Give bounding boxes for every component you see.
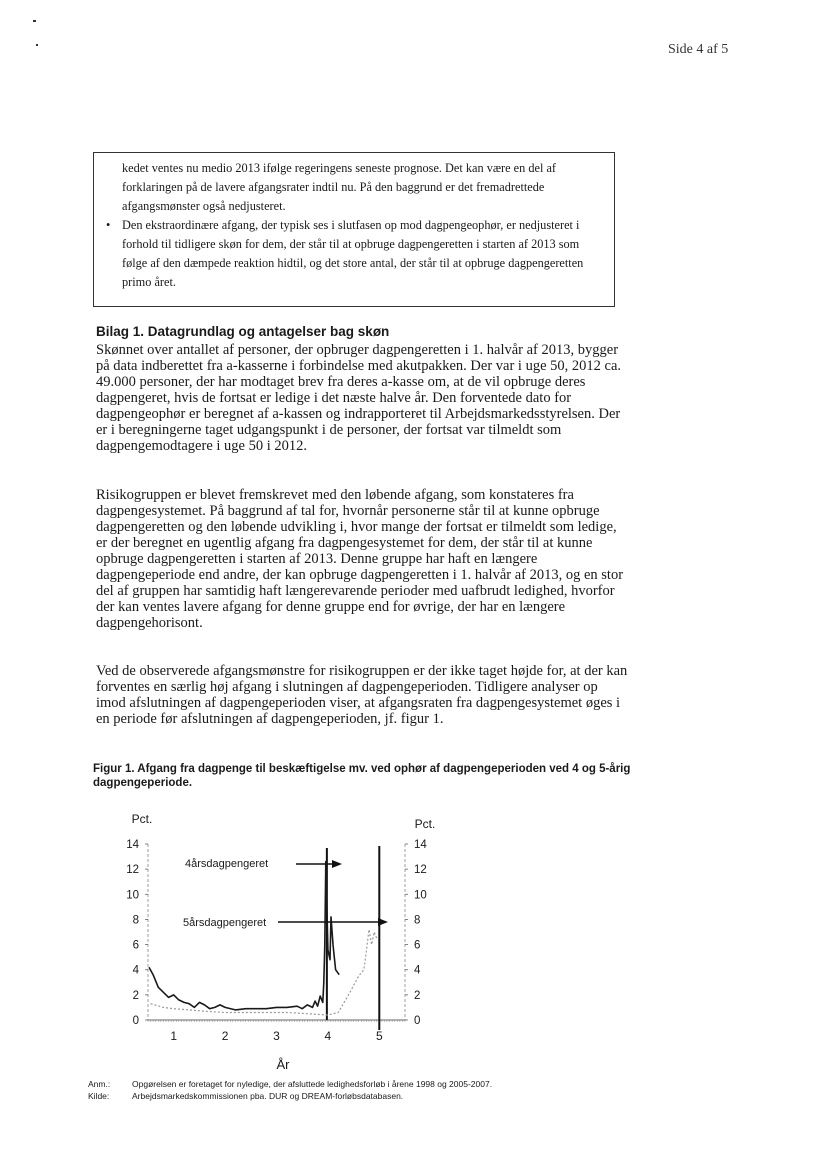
y-tick-label-right: 4 bbox=[414, 964, 421, 977]
x-tick-label: 5 bbox=[375, 1029, 383, 1043]
x-tick-label: 3 bbox=[273, 1029, 280, 1043]
source-key: Kilde: bbox=[88, 1091, 110, 1101]
paragraph-1: Skønnet over antallet af personer, der opbruger dagpengeretten i 1. halvår af 2013, bygger på data indberettet fra a-kasserne i forbindelse med akutpakken. Der var i uge 50, 2012 ca. 49.000 personer, der har modtaget brev fra deres a-kasse om, at de vil opbruge deres dagpengeret, hvis de fortsat er ledige i det næste halve år. Den forventede dato for dagpengeophør er beregnet af a-kassen og indrapporteret til Arbejdsmarkedsstyrelsen. Der er i beregningerne taget udgangspunkt i de personer, der fortsat var tilmeldt som dagpengemodtagere i uge 50 i 2012. bbox=[96, 342, 622, 454]
source-text: Arbejdsmarkedskommissionen pba. DUR og DREAM-forløbsdatabasen. bbox=[132, 1091, 404, 1101]
x-tick-label: 2 bbox=[221, 1029, 229, 1043]
series-line-four-year bbox=[149, 862, 339, 1010]
y-tick-label-left: 10 bbox=[126, 889, 139, 902]
arrowhead-icon bbox=[332, 860, 342, 868]
section-title: Bilag 1. Datagrundlag og antagelser bag skøn bbox=[96, 324, 390, 339]
figure-source bbox=[88, 1091, 403, 1101]
x-tick-label: 1 bbox=[170, 1029, 178, 1043]
y-tick-label-right: 14 bbox=[414, 839, 427, 851]
y-tick-label-left: 12 bbox=[126, 864, 139, 877]
y-tick-label-left: 2 bbox=[132, 989, 139, 1002]
y-tick-label-left: 0 bbox=[132, 1015, 139, 1027]
y-tick-label-right: 2 bbox=[414, 989, 421, 1002]
chart-axes bbox=[126, 812, 435, 1072]
page-number: Side 4 af 5 bbox=[668, 42, 729, 57]
paragraph-2: Risikogruppen er blevet fremskrevet med den løbende afgang, som konstateres fra dagpengesystemet. På baggrund af tal for, hvornår personerne står til at kunne opbruge dagpengeretten og den løbende udvikling i, hvor mange der fortsat er tilmeldt som ledige, er der beregnet en ugentlig afgang fra dagpengesystemet for dem, der står til at kunne opbruge dagpengeretten i starten af 2013. Denne gruppe har haft en længere dagpengeperiode end andre, der kan opbruge dagpengeretten i 1. halvår af 2013, og en stor del af gruppen har samtidig haft længerevarende perioder med uafbrudt ledighed, hvorfor der kan ventes lavere afgang for denne gruppe end for øvrige, der har en længere dagpengehorisont. bbox=[96, 487, 624, 631]
y-tick-label-left: 4 bbox=[132, 964, 139, 977]
note-text: Opgørelsen er foretaget for nyledige, der afsluttede ledighedsforløb i årene 1998 og 2005-2007. bbox=[132, 1079, 493, 1089]
y-axis-title-right: Pct. bbox=[414, 817, 436, 831]
box-continuation: kedet ventes nu medio 2013 ifølge regeringens seneste prognose. Det kan være en del af forklaringen på de lavere afgangsrater indtil nu. På den baggrund er det fremadrettede afgangsmønster også nedjusteret. bbox=[122, 161, 557, 213]
y-tick-label-left: 14 bbox=[126, 839, 139, 851]
x-tick-label: 4 bbox=[324, 1029, 332, 1043]
y-tick-label-right: 12 bbox=[414, 864, 427, 877]
annotation-five-year: 5årsdagpengeret bbox=[183, 917, 267, 929]
y-tick-label-right: 8 bbox=[414, 914, 421, 927]
y-axis-title-left: Pct. bbox=[131, 812, 153, 826]
figure-note bbox=[88, 1079, 492, 1089]
arrowhead-icon bbox=[378, 918, 388, 926]
x-axis-title: År bbox=[276, 1057, 290, 1072]
figure-caption: Figur 1. Afgang fra dagpenge til beskæftigelse mv. ved ophør af dagpengeperioden ved 4 og 5-årig dagpengeperiode. bbox=[93, 763, 631, 789]
annotation-four-year: 4årsdagpengeret bbox=[185, 858, 269, 870]
y-tick-label-left: 8 bbox=[132, 914, 139, 927]
paragraph-3: Ved de observerede afgangsmønstre for risikogruppen er der ikke taget højde for, at der kan forventes en særlig høj afgang i slutningen af dagpengeperioden. Tidligere analyser op imod afslutningen af dagpengeperioden viser, at afgangsraten fra dagpengesystemet øges i en periode før afslutningen af dagpengeperioden, jf. figur 1. bbox=[96, 663, 628, 727]
y-tick-label-right: 6 bbox=[414, 939, 421, 952]
y-tick-label-left: 6 bbox=[132, 939, 139, 952]
note-key: Anm.: bbox=[88, 1079, 111, 1089]
chart-series bbox=[149, 846, 379, 1030]
box-bullet: • Den ekstraordinære afgang, der typisk ses i slutfasen op mod dagpengeophør, er nedjusteret i forhold til tidligere skøn for dem, der står til at opbruge dagpengeretten i starten af 2013 som følge af den dæmpede reaktion hidtil, og det store antal, der står til at opbruge dagpengeretten primo året. bbox=[106, 216, 606, 292]
y-tick-label-right: 10 bbox=[414, 889, 427, 902]
y-tick-label-right: 0 bbox=[414, 1015, 421, 1027]
chart-annotations bbox=[183, 858, 388, 929]
